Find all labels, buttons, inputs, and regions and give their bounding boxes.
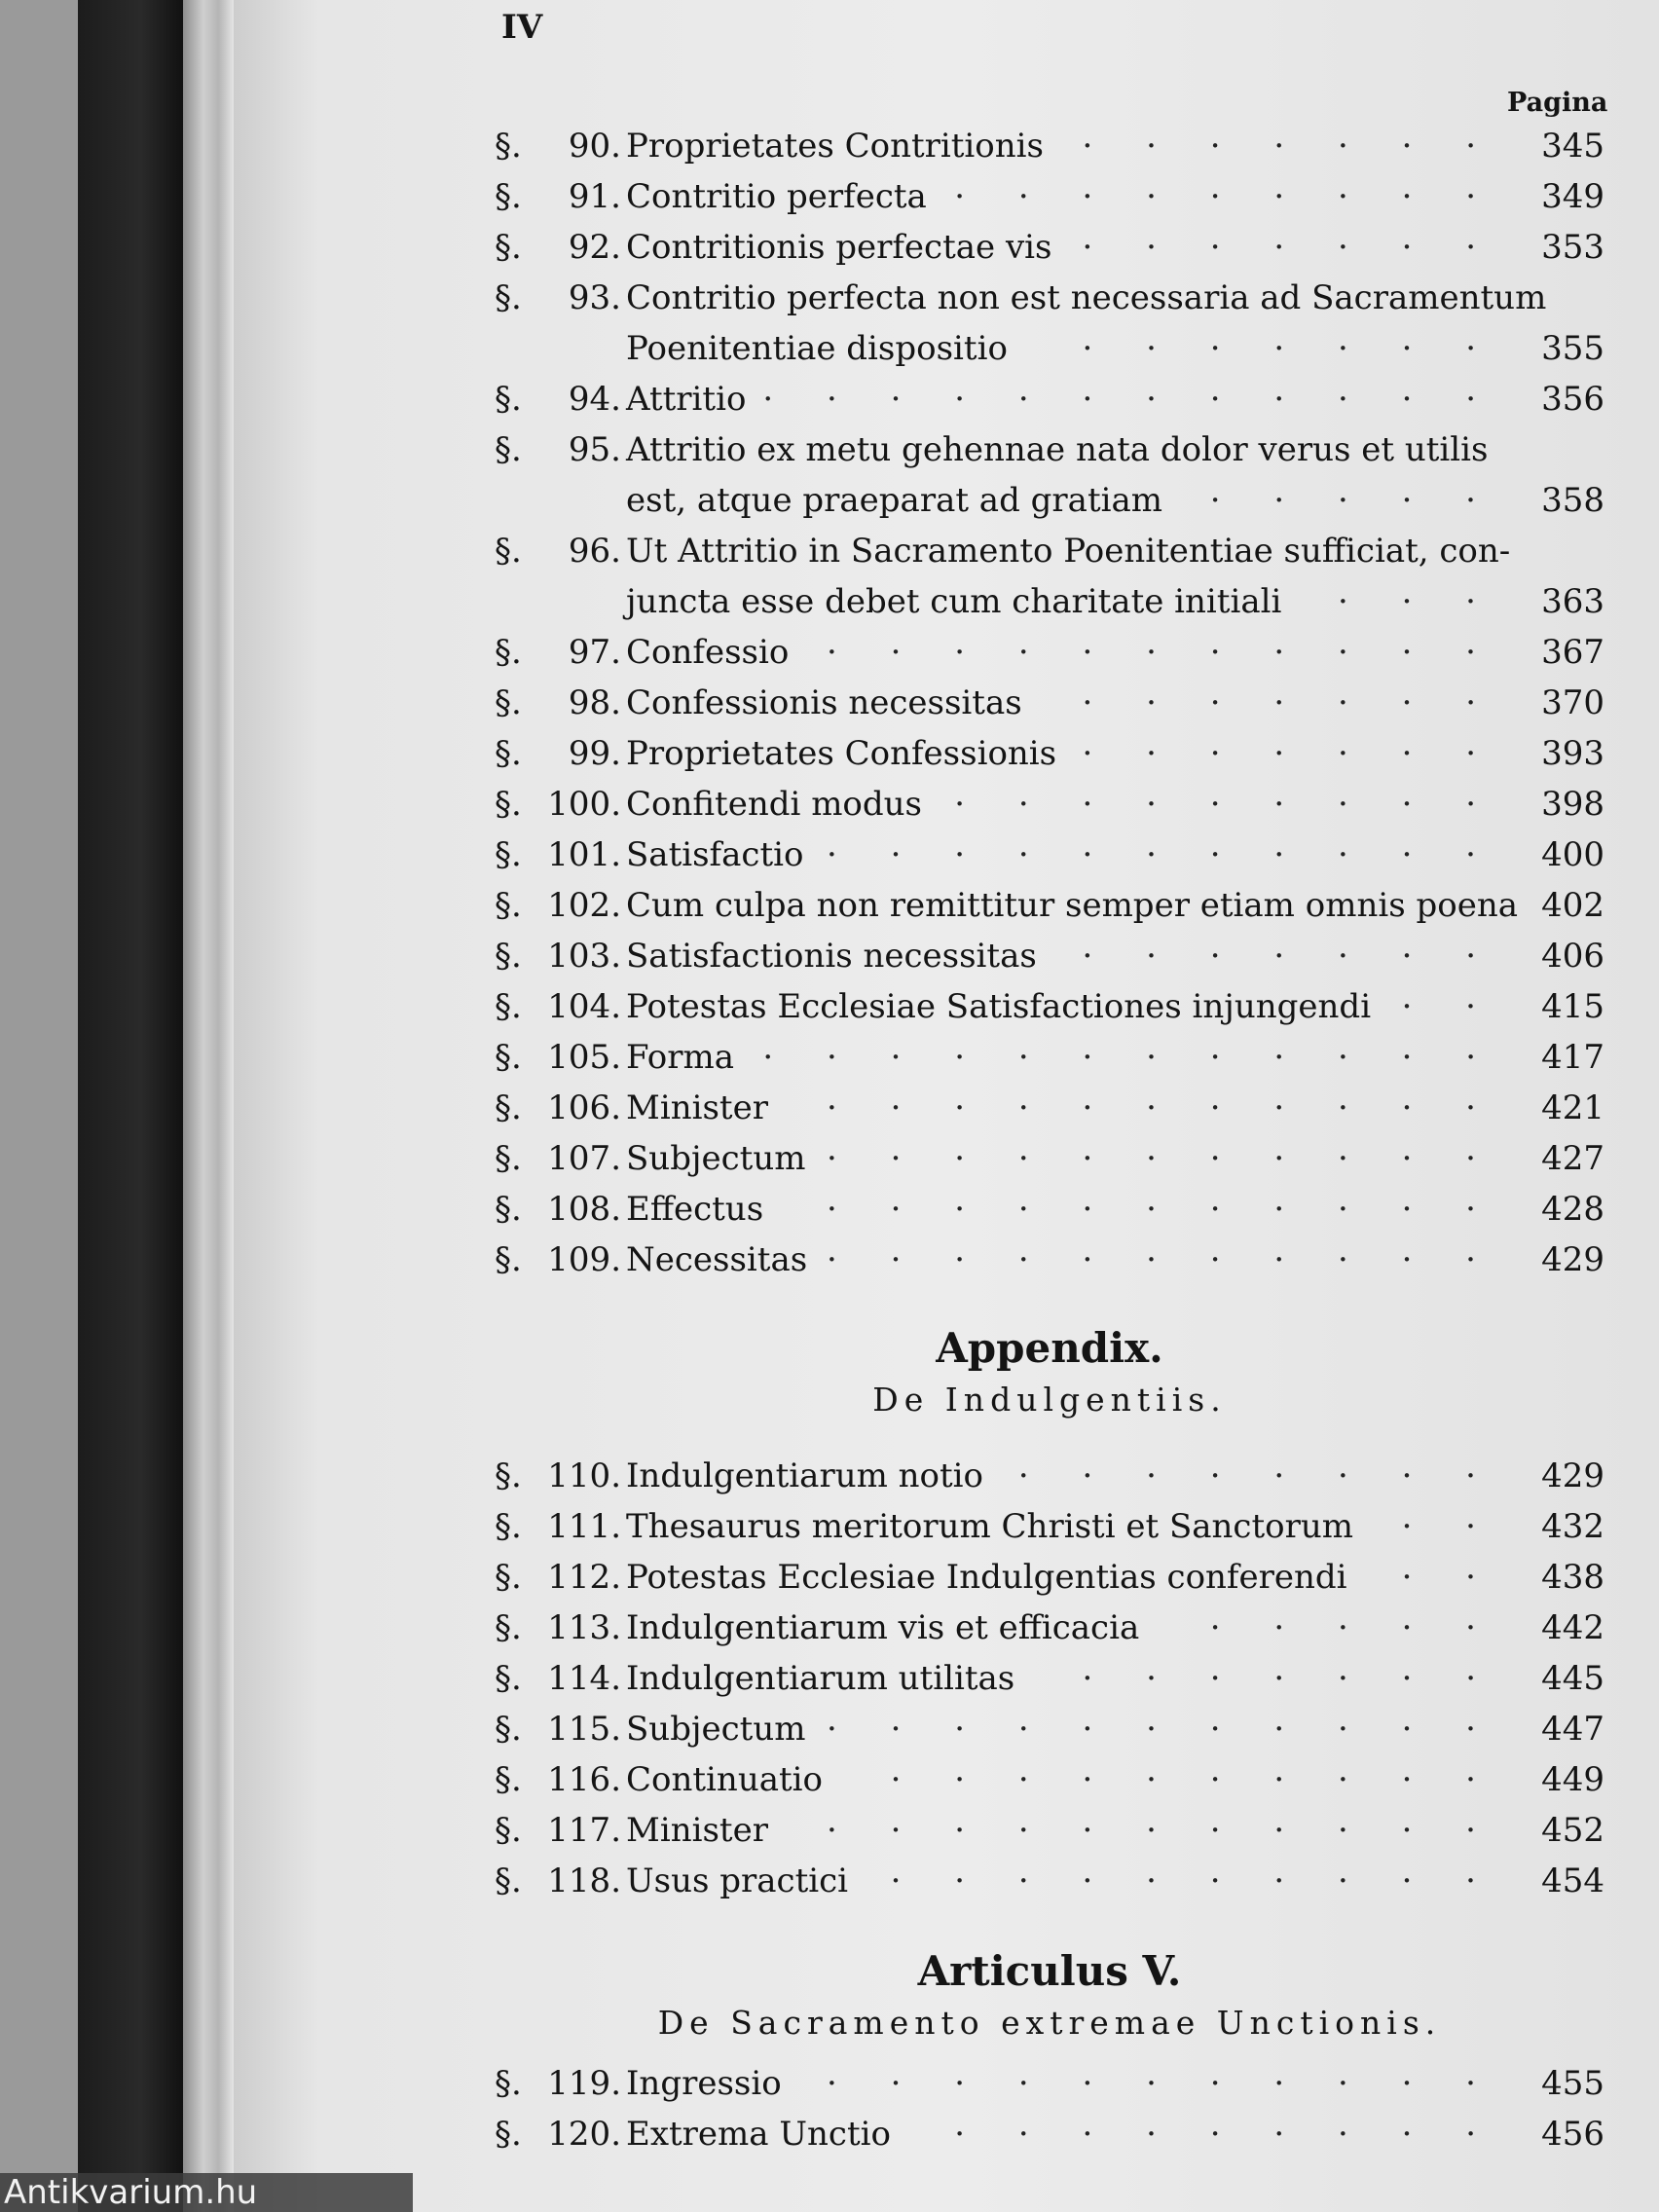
entry-number: 108. — [547, 1190, 621, 1229]
entry-title: Satisfactionis necessitas — [626, 937, 1037, 976]
toc-entry — [495, 273, 1604, 323]
entry-number: 103. — [547, 937, 621, 976]
section-symbol: §. — [495, 430, 522, 469]
section-symbol: §. — [495, 1558, 522, 1597]
page-column-header: Pagina — [1507, 88, 1608, 118]
section-symbol: §. — [495, 734, 522, 773]
entry-number: 114. — [547, 1659, 621, 1698]
entry-number: 120. — [547, 2115, 621, 2154]
section-symbol: §. — [495, 2115, 522, 2154]
appendix-heading — [495, 1324, 1604, 1372]
section-symbol: §. — [495, 683, 522, 722]
entry-page: 349 — [1541, 177, 1604, 216]
entry-number: 112. — [547, 1558, 621, 1597]
entry-title: Potestas Ecclesiae Indulgentias conferendi — [626, 1558, 1347, 1597]
toc-entry — [495, 424, 1604, 475]
entry-title: Usus practici — [626, 1862, 849, 1900]
entry-number: 96. — [568, 532, 621, 571]
entry-number: 102. — [547, 886, 621, 925]
entry-title: Proprietates Confessionis — [626, 734, 1057, 773]
toc-entry — [495, 1501, 1604, 1552]
entry-page: 449 — [1541, 1760, 1604, 1799]
section-symbol: §. — [495, 1038, 522, 1077]
entry-title: Proprietates Contritionis — [626, 127, 1044, 166]
entry-page: 429 — [1541, 1456, 1604, 1495]
entry-page: 427 — [1541, 1139, 1604, 1178]
appendix-subheading — [495, 1381, 1604, 1419]
entry-number: 91. — [568, 177, 621, 216]
toc-entry — [495, 1451, 1604, 1501]
entry-title: Confessionis necessitas — [626, 683, 1022, 722]
dot-leader: · · · · · · · · · · · · — [762, 1038, 1497, 1077]
toc-entry — [495, 880, 1604, 931]
toc-entry — [495, 779, 1604, 830]
dot-leader: · · · · · · · — [1082, 1659, 1497, 1698]
dot-leader: · · · · · · · · · · · — [827, 1139, 1497, 1178]
dot-leader: · · · — [1337, 582, 1497, 621]
entry-title: Attritio — [626, 380, 747, 419]
toc-entry — [495, 1603, 1604, 1653]
entry-number: 90. — [568, 127, 621, 166]
entry-page: 356 — [1541, 380, 1604, 419]
entry-title: Attritio ex metu gehennae nata dolor verus et utilis — [626, 430, 1489, 469]
entry-title: Contritio perfecta non est necessaria ad Sacramentum — [626, 278, 1547, 317]
entry-title: Effectus — [626, 1190, 764, 1229]
toc-entry — [495, 627, 1604, 678]
toc-entry — [495, 981, 1604, 1032]
section-symbol: §. — [495, 785, 522, 824]
entry-number: 117. — [547, 1811, 621, 1850]
dot-leader: · · · · · · · — [1082, 228, 1497, 267]
entry-title: Necessitas — [626, 1240, 808, 1279]
section-symbol: §. — [495, 532, 522, 571]
entry-page: 415 — [1541, 987, 1604, 1026]
entry-number: 116. — [547, 1760, 621, 1799]
toc-entry — [495, 1235, 1604, 1285]
toc-entry — [495, 1704, 1604, 1754]
entry-number: 119. — [547, 2064, 621, 2103]
entry-page: 447 — [1541, 1710, 1604, 1749]
book-spine — [78, 0, 183, 2212]
page-gutter — [183, 0, 234, 2212]
dot-leader: · · — [1401, 1558, 1497, 1597]
entry-page: 393 — [1541, 734, 1604, 773]
dot-leader: · · · · · · · · · — [954, 785, 1497, 824]
dot-leader: · · · · · · · — [1082, 127, 1497, 166]
entry-title: Continuatio — [626, 1760, 823, 1799]
section-symbol: §. — [495, 1811, 522, 1850]
scan-background — [0, 0, 78, 2212]
section-symbol: §. — [495, 177, 522, 216]
entry-number: 110. — [547, 1456, 621, 1495]
entry-title-continuation: juncta esse debet cum charitate initiali — [626, 582, 1282, 621]
entry-number: 100. — [547, 785, 621, 824]
dot-leader: · · · · · · · · · · · — [827, 1088, 1497, 1127]
section-symbol: §. — [495, 987, 522, 1026]
toc-entry — [495, 728, 1604, 779]
entry-page: 417 — [1541, 1038, 1604, 1077]
entry-title: Extrema Unctio — [626, 2115, 891, 2154]
entry-number: 115. — [547, 1710, 621, 1749]
dot-leader: · · · · · · · · · — [954, 177, 1497, 216]
dot-leader: · · · · · · · · · · · — [827, 835, 1497, 874]
section-symbol: §. — [495, 1862, 522, 1900]
entry-page: 402 — [1541, 886, 1604, 925]
dot-leader: · · · · · · · · · · · — [827, 633, 1497, 672]
entry-number: 107. — [547, 1139, 621, 1178]
articulus-heading — [495, 1947, 1604, 1995]
entry-title-continuation: Poenitentiae dispositio — [626, 329, 1008, 368]
dot-leader: · · · · · · · — [1082, 734, 1497, 773]
entry-page: 452 — [1541, 1811, 1604, 1850]
toc-entry — [495, 121, 1604, 171]
section-symbol: §. — [495, 127, 522, 166]
toc-section-c — [495, 2058, 1604, 2159]
dot-leader: · · · · · · · · · · · — [827, 2064, 1497, 2103]
entry-page: 454 — [1541, 1862, 1604, 1900]
entry-title: Forma — [626, 1038, 734, 1077]
entry-title: Potestas Ecclesiae Satisfactiones injungendi — [626, 987, 1372, 1026]
toc-entry — [495, 526, 1604, 576]
toc-entry — [495, 2109, 1604, 2159]
dot-leader: · · · · · · · · · · · — [827, 1240, 1497, 1279]
entry-title: Confessio — [626, 633, 790, 672]
entry-page: 400 — [1541, 835, 1604, 874]
dot-leader: · · · · · · · — [1082, 937, 1497, 976]
dot-leader: · · · · · · · · · · · — [827, 1190, 1497, 1229]
section-symbol: §. — [495, 1456, 522, 1495]
toc-entry — [495, 1552, 1604, 1603]
section-symbol: §. — [495, 1760, 522, 1799]
entry-title-continuation: est, atque praeparat ad gratiam — [626, 481, 1162, 520]
entry-page: 442 — [1541, 1608, 1604, 1647]
dot-leader: · · · · · · · · · · · — [827, 1710, 1497, 1749]
toc-entry — [495, 1133, 1604, 1184]
entry-page: 367 — [1541, 633, 1604, 672]
entry-number: 97. — [568, 633, 621, 672]
entry-title: Satisfactio — [626, 835, 804, 874]
toc-entry-continuation — [495, 475, 1604, 526]
entry-number: 95. — [568, 430, 621, 469]
entry-number: 92. — [568, 228, 621, 267]
entry-title: Indulgentiarum utilitas — [626, 1659, 1015, 1698]
toc-section-a — [495, 121, 1604, 1285]
toc-entry-continuation — [495, 576, 1604, 627]
entry-title: Contritionis perfectae vis — [626, 228, 1052, 267]
entry-page: 456 — [1541, 2115, 1604, 2154]
toc-entry — [495, 931, 1604, 981]
dot-leader: · · · · · — [1209, 1608, 1497, 1647]
section-symbol: §. — [495, 937, 522, 976]
articulus-title: Articulus V. — [917, 1947, 1182, 1995]
toc-entry — [495, 374, 1604, 424]
entry-number: 105. — [547, 1038, 621, 1077]
toc-entry — [495, 678, 1604, 728]
entry-title: Ut Attritio in Sacramento Poenitentiae sufficiat, con- — [626, 532, 1511, 571]
entry-title: Minister — [626, 1811, 768, 1850]
entry-page: 455 — [1541, 2064, 1604, 2103]
section-symbol: §. — [495, 1240, 522, 1279]
section-symbol: §. — [495, 1659, 522, 1698]
entry-title: Cum culpa non remittitur semper etiam omnis poena — [626, 886, 1518, 925]
entry-page: 355 — [1541, 329, 1604, 368]
entry-number: 113. — [547, 1608, 621, 1647]
toc-entry — [495, 171, 1604, 222]
entry-title: Confitendi modus — [626, 785, 923, 824]
toc-entry — [495, 1032, 1604, 1083]
toc-entry-continuation — [495, 323, 1604, 374]
entry-number: 94. — [568, 380, 621, 419]
entry-number: 111. — [547, 1507, 621, 1546]
entry-page: 445 — [1541, 1659, 1604, 1698]
section-symbol: §. — [495, 835, 522, 874]
entry-number: 106. — [547, 1088, 621, 1127]
toc-entry — [495, 1083, 1604, 1133]
entry-title: Indulgentiarum notio — [626, 1456, 984, 1495]
toc-entry — [495, 1754, 1604, 1805]
entry-title: Subjectum — [626, 1710, 806, 1749]
entry-title: Indulgentiarum vis et efficacia — [626, 1608, 1140, 1647]
entry-number: 99. — [568, 734, 621, 773]
entry-title: Minister — [626, 1088, 768, 1127]
entry-page: 398 — [1541, 785, 1604, 824]
entry-page: 406 — [1541, 937, 1604, 976]
dot-leader: · · · · · · · · · · · · — [762, 380, 1497, 419]
entry-number: 98. — [568, 683, 621, 722]
toc-entry — [495, 830, 1604, 880]
dot-leader: · · · · · · · · · — [954, 2115, 1497, 2154]
entry-page: 428 — [1541, 1190, 1604, 1229]
dot-leader: · · — [1401, 1507, 1497, 1546]
toc-entry — [495, 1805, 1604, 1856]
section-symbol: §. — [495, 380, 522, 419]
entry-page: 429 — [1541, 1240, 1604, 1279]
entry-page: 345 — [1541, 127, 1604, 166]
toc-entry — [495, 1653, 1604, 1704]
toc-entry — [495, 222, 1604, 273]
watermark-text: Antikvarium.hu — [0, 2173, 413, 2212]
entry-title: Subjectum — [626, 1139, 806, 1178]
articulus-subheading — [495, 2004, 1604, 2042]
entry-number: 109. — [547, 1240, 621, 1279]
section-symbol: §. — [495, 633, 522, 672]
entry-page: 432 — [1541, 1507, 1604, 1546]
entry-page: 353 — [1541, 228, 1604, 267]
appendix-title: Appendix. — [936, 1324, 1163, 1372]
toc-section-b — [495, 1451, 1604, 1906]
appendix-subtitle: De Indulgentiis. — [872, 1381, 1227, 1419]
toc-entry — [495, 1184, 1604, 1235]
entry-page: 363 — [1541, 582, 1604, 621]
section-symbol: §. — [495, 278, 522, 317]
section-symbol: §. — [495, 1710, 522, 1749]
dot-leader: · · · · · · · · · · — [890, 1760, 1497, 1799]
entry-page: 421 — [1541, 1088, 1604, 1127]
section-symbol: §. — [495, 228, 522, 267]
entry-title: Thesaurus meritorum Christi et Sanctorum — [626, 1507, 1353, 1546]
section-symbol: §. — [495, 2064, 522, 2103]
entry-number: 101. — [547, 835, 621, 874]
section-symbol: §. — [495, 1088, 522, 1127]
dot-leader: · · · · · · · · — [1017, 1456, 1497, 1495]
section-symbol: §. — [495, 1190, 522, 1229]
section-symbol: §. — [495, 1139, 522, 1178]
dot-leader: · · · · · — [1209, 481, 1497, 520]
entry-number: 93. — [568, 278, 621, 317]
articulus-subtitle: De Sacramento extremae Unctionis. — [657, 2004, 1442, 2042]
entry-page: 438 — [1541, 1558, 1604, 1597]
entry-page: 358 — [1541, 481, 1604, 520]
page-number: IV — [501, 8, 543, 47]
dot-leader: · · — [1401, 987, 1497, 1026]
entry-title: Ingressio — [626, 2064, 782, 2103]
dot-leader: · · · · · · · — [1082, 683, 1497, 722]
toc-entry — [495, 2058, 1604, 2109]
section-symbol: §. — [495, 886, 522, 925]
dot-leader: · · · · · · · · · · · — [827, 1811, 1497, 1850]
dot-leader: · · · · · · · · · · — [890, 1862, 1497, 1900]
toc-entry — [495, 1856, 1604, 1906]
section-symbol: §. — [495, 1608, 522, 1647]
entry-page: 370 — [1541, 683, 1604, 722]
entry-number: 104. — [547, 987, 621, 1026]
section-symbol: §. — [495, 1507, 522, 1546]
dot-leader: · · · · · · · — [1082, 329, 1497, 368]
entry-number: 118. — [547, 1862, 621, 1900]
entry-title: Contritio perfecta — [626, 177, 927, 216]
